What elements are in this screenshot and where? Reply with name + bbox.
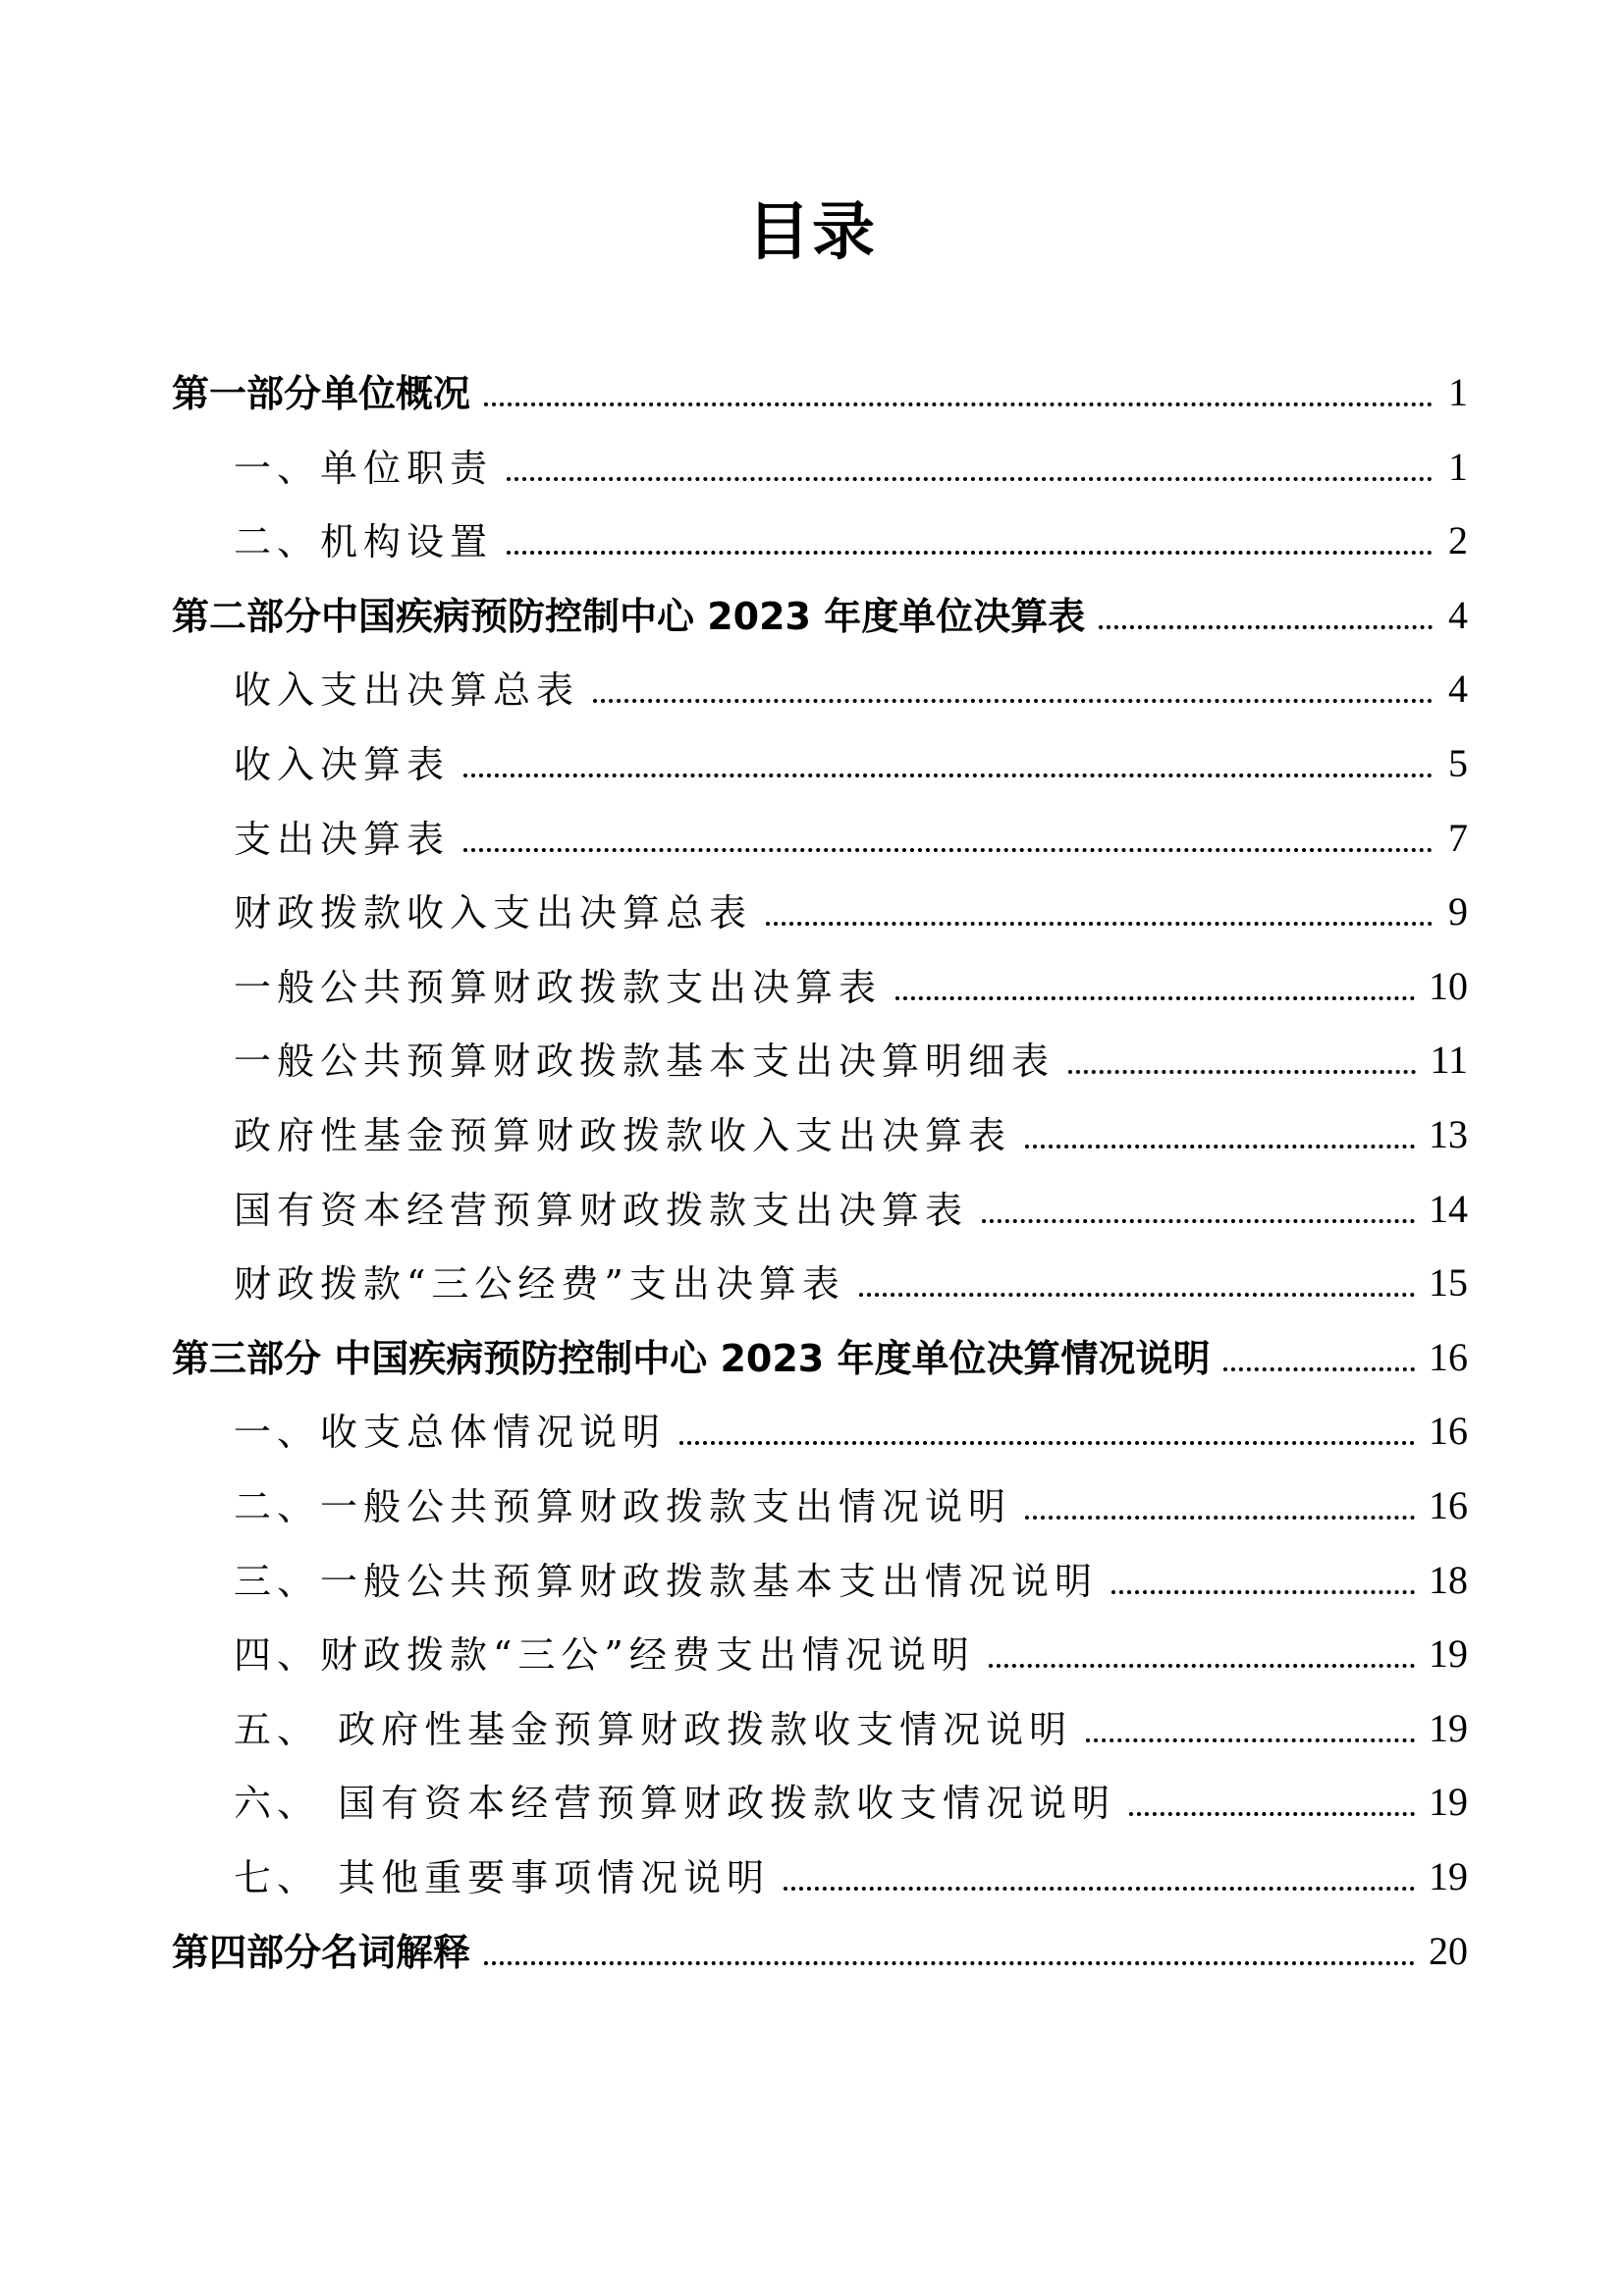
page-title: 目录 xyxy=(747,195,877,269)
toc-dot-leader xyxy=(1025,1516,1415,1520)
toc-entry-label: 六、 国有资本经营预算财政拨款收支情况说明 xyxy=(234,1782,1116,1826)
toc-subsection-entry[interactable] xyxy=(234,1031,1468,1090)
toc-dot-leader xyxy=(463,848,1433,852)
toc-section-entry[interactable] xyxy=(172,1328,1468,1387)
toc-entry-label: 第三部分 中国疾病预防控制中心 2023 年度单位决算情况说明 xyxy=(172,1336,1211,1380)
toc-section-entry[interactable] xyxy=(172,1922,1468,1981)
toc-section-entry[interactable] xyxy=(172,586,1468,645)
toc-entry-label: 三、一般公共预算财政拨款基本支出情况说明 xyxy=(234,1559,1099,1603)
toc-entry-label: 二、机构设置 xyxy=(234,520,494,564)
toc-page-number: 18 xyxy=(1429,1557,1468,1602)
toc-subsection-entry[interactable] xyxy=(234,1773,1468,1832)
toc-entry-label: 财政拨款“三公经费”支出决算表 xyxy=(234,1262,845,1307)
toc-page-number: 16 xyxy=(1429,1334,1468,1379)
toc-dot-leader xyxy=(463,774,1433,777)
toc-dot-leader xyxy=(507,477,1433,481)
toc-page-number: 1 xyxy=(1448,370,1468,414)
toc-page-number: 9 xyxy=(1448,889,1468,934)
toc-dot-leader xyxy=(484,1961,1415,1965)
toc-page-number: 11 xyxy=(1430,1038,1468,1083)
toc-dot-leader xyxy=(766,922,1433,926)
toc-page-number: 14 xyxy=(1429,1186,1468,1231)
toc-subsection-entry[interactable] xyxy=(234,660,1468,719)
toc-subsection-entry[interactable] xyxy=(234,1551,1468,1610)
toc-subsection-entry[interactable] xyxy=(234,809,1468,868)
toc-dot-leader xyxy=(784,1887,1415,1891)
toc-page-number: 19 xyxy=(1429,1631,1468,1677)
toc-page-number: 4 xyxy=(1448,592,1468,637)
toc-subsection-entry[interactable] xyxy=(234,882,1468,941)
toc-subsection-entry[interactable] xyxy=(234,1476,1468,1535)
toc-section-entry[interactable] xyxy=(172,363,1468,422)
toc-dot-leader xyxy=(507,551,1433,555)
toc-subsection-entry[interactable] xyxy=(234,1699,1468,1758)
toc-subsection-entry[interactable] xyxy=(234,957,1468,1016)
toc-entry-label: 一般公共预算财政拨款支出决算表 xyxy=(234,965,883,1009)
toc-entry-label: 支出决算表 xyxy=(234,817,451,861)
toc-page-number: 10 xyxy=(1429,963,1468,1008)
toc-dot-leader xyxy=(859,1293,1415,1297)
toc-dot-leader xyxy=(982,1219,1415,1223)
toc-page-number: 20 xyxy=(1429,1928,1468,1973)
toc-dot-leader xyxy=(1223,1367,1415,1371)
toc-dot-leader xyxy=(989,1664,1415,1668)
toc-entry-label: 收入决算表 xyxy=(234,743,451,786)
toc-dot-leader xyxy=(484,402,1433,406)
toc-entry-label: 收入支出决算总表 xyxy=(234,668,580,713)
toc-page-number: 5 xyxy=(1448,741,1468,785)
toc-subsection-entry[interactable] xyxy=(234,734,1468,793)
toc-dot-leader xyxy=(679,1441,1415,1445)
toc-subsection-entry[interactable] xyxy=(234,1402,1468,1461)
toc-dot-leader xyxy=(1025,1145,1415,1148)
toc-entry-label: 国有资本经营预算财政拨款支出决算表 xyxy=(234,1188,969,1232)
toc-entry-label: 政府性基金预算财政拨款收入支出决算表 xyxy=(234,1114,1012,1157)
toc-dot-leader xyxy=(895,996,1415,1000)
toc-entry-label: 第一部分单位概况 xyxy=(172,372,471,415)
toc-subsection-entry[interactable] xyxy=(234,1847,1468,1906)
toc-entry-label: 二、一般公共预算财政拨款支出情况说明 xyxy=(234,1485,1012,1528)
toc-entry-label: 一、单位职责 xyxy=(234,446,494,490)
toc-dot-leader xyxy=(1099,625,1433,629)
toc-dot-leader xyxy=(1086,1738,1415,1742)
toc-subsection-entry[interactable] xyxy=(234,511,1468,570)
toc-subsection-entry[interactable] xyxy=(234,438,1468,497)
toc-entry-label: 一般公共预算财政拨款基本支出决算明细表 xyxy=(234,1040,1056,1084)
toc-entry-label: 四、财政拨款“三公”经费支出情况说明 xyxy=(234,1633,975,1678)
toc-page-number: 4 xyxy=(1448,667,1468,712)
toc-page-number: 15 xyxy=(1429,1260,1468,1306)
toc-page-number: 1 xyxy=(1448,444,1468,489)
toc-page-number: 16 xyxy=(1429,1409,1468,1454)
toc-entry-label: 五、 政府性基金预算财政拨款收支情况说明 xyxy=(234,1707,1073,1751)
toc-entry-label: 第四部分名词解释 xyxy=(172,1930,471,1974)
toc-page-number: 19 xyxy=(1429,1705,1468,1750)
toc-dot-leader xyxy=(1068,1070,1416,1074)
toc-entry-label: 一、收支总体情况说明 xyxy=(234,1411,667,1455)
toc-page-number: 16 xyxy=(1429,1483,1468,1527)
toc-subsection-entry[interactable] xyxy=(234,1625,1468,1683)
toc-dot-leader xyxy=(593,699,1433,703)
toc-subsection-entry[interactable] xyxy=(234,1105,1468,1164)
toc-entry-label: 财政拨款收入支出决算总表 xyxy=(234,891,753,935)
toc-page-number: 19 xyxy=(1429,1854,1468,1898)
toc-dot-leader xyxy=(1111,1590,1415,1594)
toc-page-number: 19 xyxy=(1429,1780,1468,1825)
toc-subsection-entry[interactable] xyxy=(234,1180,1468,1239)
toc-entry-label: 七、 其他重要事项情况说明 xyxy=(234,1856,771,1899)
toc-dot-leader xyxy=(1129,1812,1415,1816)
toc-page-number: 7 xyxy=(1448,815,1468,860)
toc-entry-label: 第二部分中国疾病预防控制中心 2023 年度单位决算表 xyxy=(172,594,1086,638)
toc-subsection-entry[interactable] xyxy=(234,1254,1468,1312)
toc-page-number: 2 xyxy=(1448,518,1468,563)
toc-page-number: 13 xyxy=(1429,1112,1468,1156)
